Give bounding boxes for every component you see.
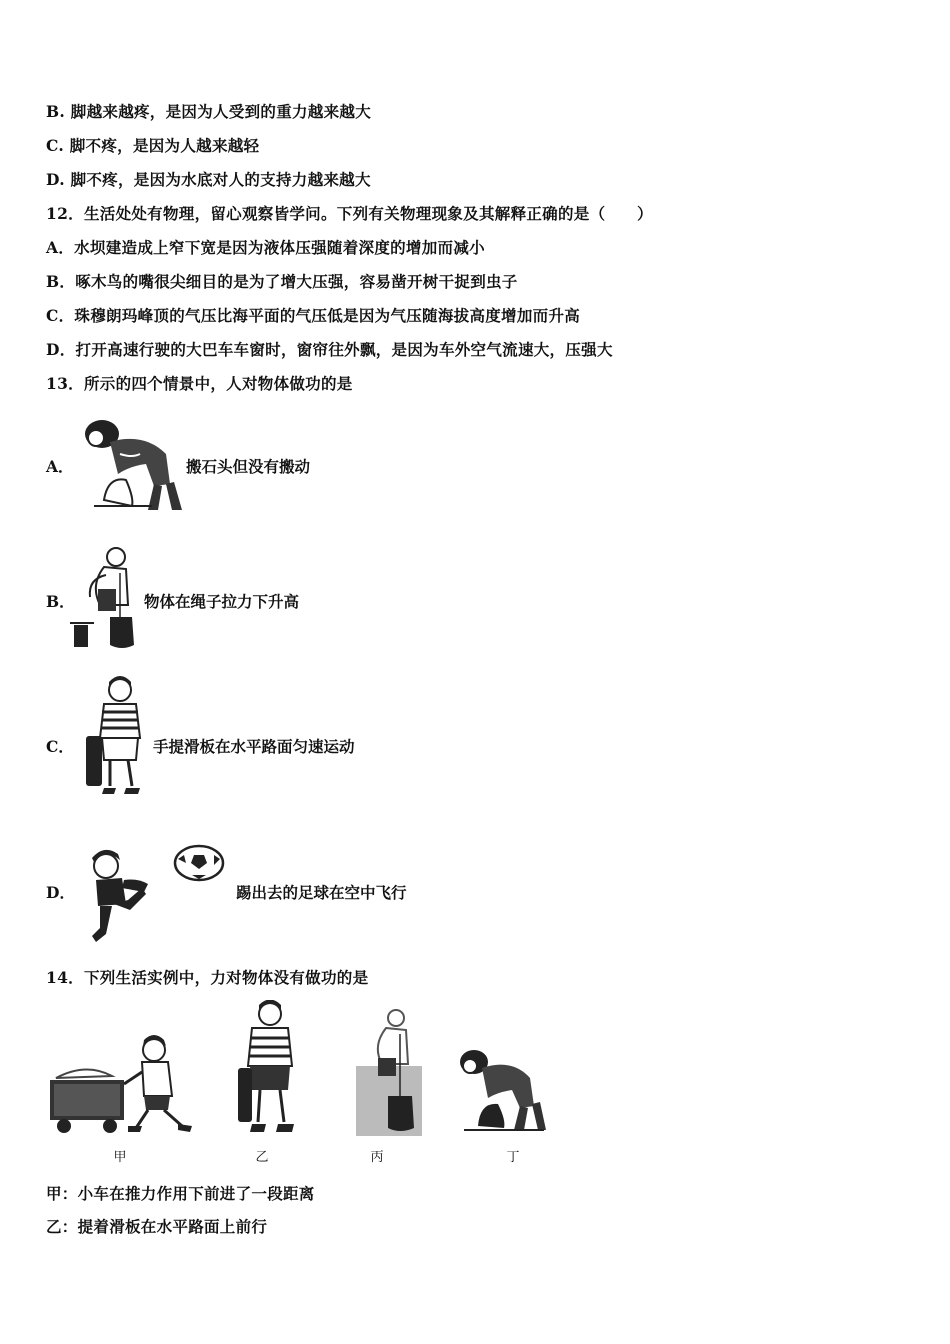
q14-statement-yi: 乙：提着滑板在水平路面上前行 bbox=[46, 1217, 268, 1236]
caption-yi: 乙 bbox=[255, 1150, 269, 1165]
q13-option-b-label: B． bbox=[46, 592, 75, 611]
q12-option-b: B．啄木鸟的嘴很尖细目的是为了增大压强，容易凿开树干捉到虫子 bbox=[46, 272, 518, 291]
q11-option-c: C. 脚不疼，是因为人越来越轻 bbox=[46, 136, 260, 155]
q14-statement-jia: 甲：小车在推力作用下前进了一段距离 bbox=[46, 1184, 315, 1203]
pushing-cart-figure bbox=[46, 1030, 196, 1136]
rope-pulling-figure bbox=[356, 1006, 426, 1138]
q14-stem: 14．下列生活实例中，力对物体没有做功的是 bbox=[46, 968, 369, 987]
q13-stem: 13．所示的四个情景中，人对物体做功的是 bbox=[46, 374, 353, 393]
boy-carrying-skateboard-icon bbox=[84, 676, 150, 800]
q12-stem: 12．生活处处有物理，留心观察皆学问。下列有关物理现象及其解释正确的是（ ） bbox=[46, 204, 653, 223]
stone-lifting-figure bbox=[454, 1046, 546, 1136]
q13-option-d-label: D． bbox=[46, 883, 75, 902]
caption-ding: 丁 bbox=[506, 1150, 520, 1165]
q12-option-c: C．珠穆朗玛峰顶的气压比海平面的气压低是因为气压随海拔高度增加而升高 bbox=[46, 306, 581, 325]
boy-with-skateboard-figure bbox=[236, 1000, 298, 1138]
q13-option-b-text: 物体在绳子拉力下升高 bbox=[144, 592, 300, 611]
q13-option-d-text: 踢出去的足球在空中飞行 bbox=[236, 883, 407, 902]
soccer-ball-icon bbox=[172, 843, 226, 883]
q13-option-c-text: 手提滑板在水平路面匀速运动 bbox=[153, 737, 355, 756]
caption-jia: 甲 bbox=[113, 1150, 127, 1165]
caption-bing: 丙 bbox=[370, 1150, 384, 1165]
q11-option-d: D. 脚不疼，是因为水底对人的支持力越来越大 bbox=[46, 170, 371, 189]
person-pulling-rope-icon bbox=[70, 545, 142, 653]
boy-kicking-ball-icon bbox=[82, 848, 152, 946]
q12-option-a: A．水坝建造成上窄下宽是因为液体压强随着深度的增加而减小 bbox=[46, 238, 485, 257]
person-lifting-stone-icon bbox=[74, 414, 186, 514]
q13-option-c-label: C． bbox=[46, 737, 74, 756]
q13-option-a-text: 搬石头但没有搬动 bbox=[186, 457, 311, 476]
q13-option-a-label: A． bbox=[46, 457, 74, 476]
q12-option-d: D．打开高速行驶的大巴车车窗时，窗帘往外飘，是因为车外空气流速大，压强大 bbox=[46, 340, 613, 359]
q11-option-b: B. 脚越来越疼，是因为人受到的重力越来越大 bbox=[46, 102, 371, 121]
